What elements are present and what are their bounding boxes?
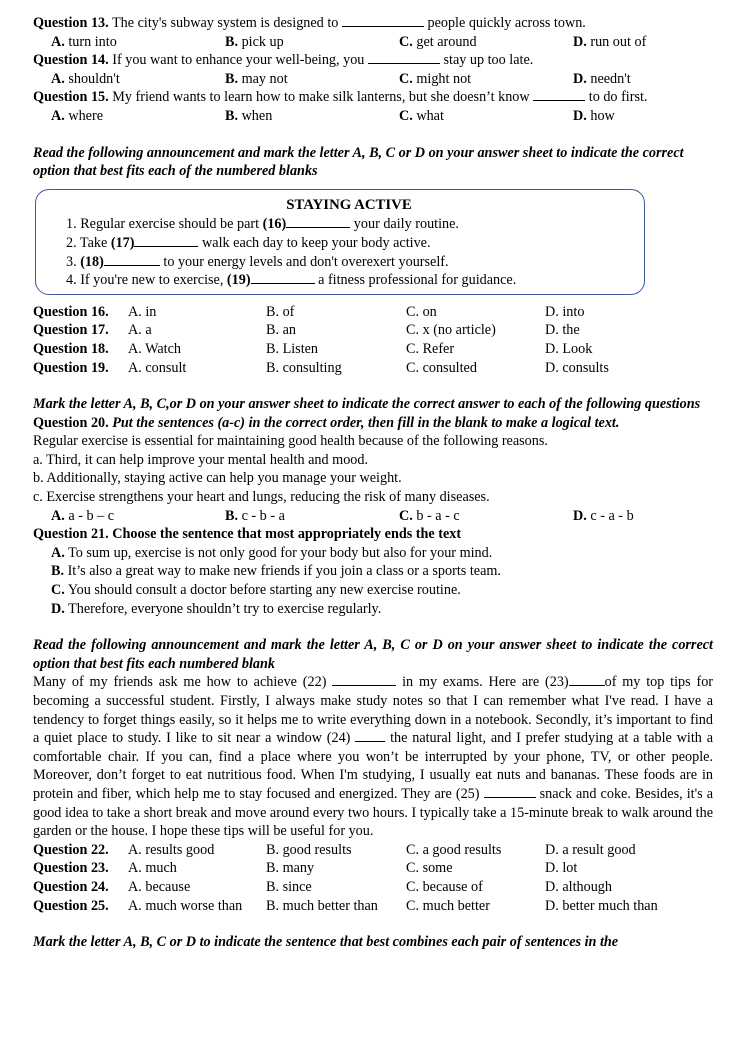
question-label: Question 22. [33,841,109,858]
announcement-line: 2. Take (17) walk each day to keep your body active. [66,234,431,251]
option-b[interactable]: B. much better than [266,897,378,914]
option-b[interactable]: B. pick up [225,33,284,50]
question-stem-after: to do first. [588,89,648,106]
question-label: Question 16. [33,303,109,320]
option-d[interactable]: D. c - a - b [573,507,634,524]
section-instruction: Read the following announcement and mark the letter A, B, C or D on your answer sheet to indicate the correct option that best fits each of the numbered blanks [33,144,684,180]
option-c[interactable]: C. a good results [406,841,502,858]
option-d[interactable]: D. Therefore, everyone shouldn’t try to exercise regularly. [51,600,382,617]
option-b[interactable]: B. good results [266,841,352,858]
section-instruction: Mark the letter A, B, C,or D on your answer sheet to indicate the correct answer to each of the following questions [33,396,701,413]
question-label: Question 23. [33,860,109,877]
question-label: Question 15. [33,89,109,106]
question-15 [33,88,713,107]
option-d[interactable]: D. better much than [545,897,658,914]
option-c[interactable]: C. much better [406,897,490,914]
option-c[interactable]: C. some [406,860,453,877]
option-d[interactable]: D. run out of [573,33,647,50]
option-b[interactable]: B. consulting [266,359,342,376]
sentence-item: b. Additionally, staying active can help you manage your weight. [33,470,402,487]
question-label: Question 19. [33,359,109,376]
option-c[interactable]: C. what [399,107,444,124]
option-c[interactable]: C. b - a - c [399,507,460,524]
option-d[interactable]: D. how [573,107,615,124]
option-d[interactable]: D. lot [545,860,578,877]
option-d[interactable]: D. consults [545,359,609,376]
option-b[interactable]: B. since [266,878,312,895]
option-c[interactable]: C. get around [399,33,477,50]
announcement-line: 3. (18) to your energy levels and don't overexert yourself. [66,253,449,270]
announcement-box [35,189,645,295]
option-a[interactable]: A. results good [128,841,215,858]
option-b[interactable]: B. of [266,303,295,320]
option-a[interactable]: A. where [51,107,104,124]
question-grid-16-19 [33,303,713,377]
option-c[interactable]: C. might not [399,70,472,87]
question-prompt: Put the sentences (a-c) in the correct order, then fill in the blank to make a logical text. [112,414,620,431]
option-b[interactable]: B. an [266,322,296,339]
option-d[interactable]: D. a result good [545,841,636,858]
option-d[interactable]: D. into [545,303,585,320]
question-label: Question 25. [33,897,109,914]
option-b[interactable]: B. may not [225,70,288,87]
question-14 [33,51,713,70]
question-stem-before: If you want to enhance your well-being, you [112,52,365,69]
section-instruction: Mark the letter A, B, C or D to indicate the sentence that best combines each pair of sentences in the [33,934,619,951]
question-21 [33,525,713,544]
question-13 [33,14,713,33]
reading-passage: Many of my friends ask me how to achieve (22) in my exams. Here are (23) of my top tips for becoming a successful student. Firstly, I always make study notes so that I can remember what I've read. I have a tendency to forget things easily, so it helps me to write everything down in a notebook. Secondly, it’s important to find a quiet place to study. I like to sit near a window (24) the natural light, and I prefer studying at a table with a comfortable chair. If you can, find a place where you won’t be interrupted by your phone, TV, or other people. Moreover, don’t forget to eat nutritious food. When I'm studying, I usually eat nuts and bananas. These foods are in protein and fiber, which help me to stay focused and energized. They are (25) snack and coke. Besides, it's a good idea to take a short break and move around every two hours. I typically take a 15-minute break to walk around the garden or the house. I hope these tips will be useful for you. [33,674,714,840]
option-d[interactable]: D. the [545,322,580,339]
option-b[interactable]: B. It’s also a great way to make new friends if you join a class or a sports team. [51,563,501,580]
option-b[interactable]: B. when [225,107,273,124]
option-b[interactable]: B. c - b - a [225,507,285,524]
announcement-line: 4. If you're new to exercise, (19) a fitness professional for guidance. [66,272,517,289]
question-label: Question 24. [33,878,109,895]
option-c[interactable]: C. consulted [406,359,477,376]
option-a[interactable]: A. because [128,878,191,895]
option-b[interactable]: B. Listen [266,340,319,357]
option-c[interactable]: C. because of [406,878,483,895]
option-d[interactable]: D. Look [545,340,593,357]
option-a[interactable]: A. shouldn't [51,70,120,87]
question-15-options [33,107,713,126]
question-stem-after: people quickly across town. [427,15,586,31]
option-a[interactable]: A. a - b – c [51,507,115,524]
question-label: Question 17. [33,322,109,339]
answer-blank [342,14,424,27]
question-20 [33,414,713,433]
option-c[interactable]: C. You should consult a doctor before starting any new exercise routine. [51,582,461,599]
option-c[interactable]: C. on [406,303,437,320]
question-prompt: Choose the sentence that most appropriately ends the text [112,526,462,543]
option-a[interactable]: A. in [128,303,157,320]
option-a[interactable]: A. a [128,322,152,339]
question-label: Question 21. [33,526,109,543]
question-label: Question 13. [33,15,109,31]
section-instruction: Read the following announcement and mark the letter A, B, C or D on your answer sheet to indicate the correct option that best fits each numbered blank [33,637,713,672]
option-d[interactable]: D. although [545,878,612,895]
sentence-item: a. Third, it can help improve your mental health and mood. [33,451,369,468]
option-a[interactable]: A. To sum up, exercise is not only good for your body but also for your mind. [51,544,493,561]
option-a[interactable]: A. much [128,860,177,877]
question-stem-before: My friend wants to learn how to make silk lanterns, but she doesn’t know [112,89,530,106]
announcement-title: STAYING ACTIVE [286,196,412,213]
option-a[interactable]: A. consult [128,359,187,376]
question-14-options [33,70,713,89]
answer-blank [533,88,585,101]
question-grid-22-25 [33,841,713,915]
question-label: Question 14. [33,52,109,69]
exam-page [33,14,713,952]
sentence-item: c. Exercise strengthens your heart and lungs, reducing the risk of many diseases. [33,489,490,506]
option-c[interactable]: C. Refer [406,340,455,357]
option-a[interactable]: A. turn into [51,33,117,50]
option-b[interactable]: B. many [266,860,315,877]
answer-blank [368,51,440,64]
question-20-options [33,507,713,526]
question-label: Question 20. [33,414,109,431]
announcement-line: 1. Regular exercise should be part (16) your daily routine. [66,216,459,233]
question-stem-after: stay up too late. [443,52,534,69]
option-d[interactable]: D. needn't [573,70,631,87]
question-13-options [33,33,713,52]
question-20-intro: Regular exercise is essential for maintaining good health because of the following reasons. [33,433,548,450]
option-a[interactable]: A. Watch [128,340,181,357]
option-a[interactable]: A. much worse than [128,897,243,914]
question-label: Question 18. [33,340,109,357]
option-c[interactable]: C. x (no article) [406,322,496,339]
question-stem-before: The city's subway system is designed to [111,15,339,31]
